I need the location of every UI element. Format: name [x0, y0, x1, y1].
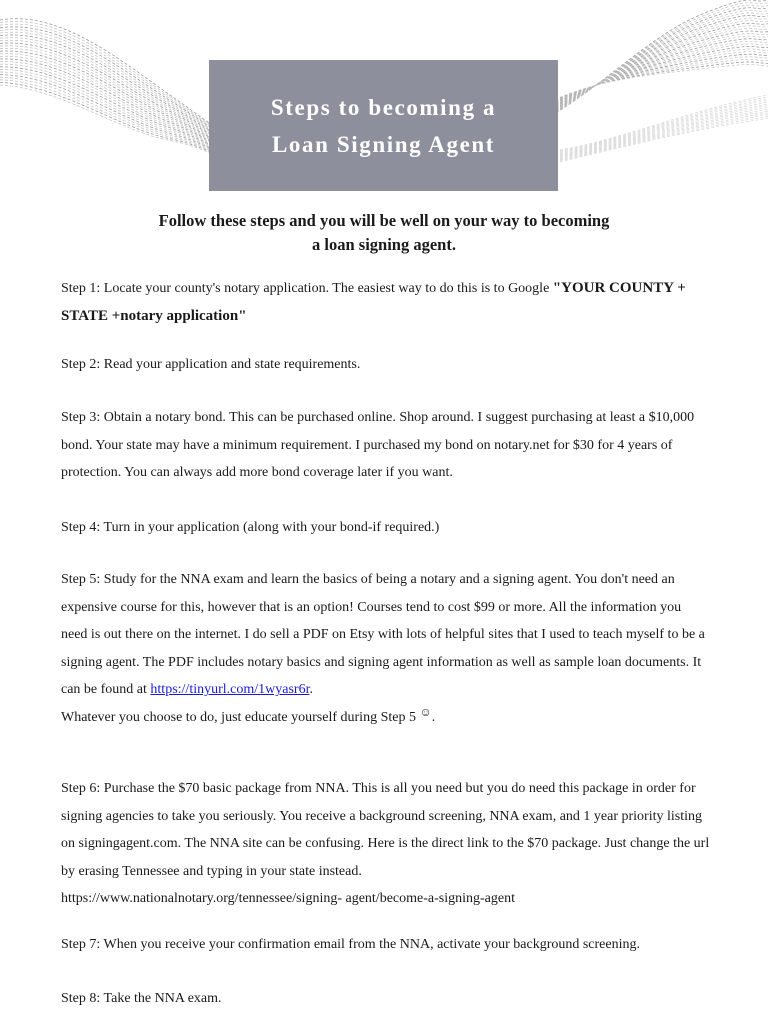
step-1-search-phrase: "YOUR COUNTY + STATE +notary application" — [61, 280, 686, 324]
title-line-2: Loan Signing Agent — [271, 131, 496, 157]
step-5-end: . — [431, 709, 436, 725]
step-8 — [61, 985, 711, 1013]
step-6 — [61, 775, 711, 913]
step-8-text: Step 8: Take the NNA exam. — [61, 991, 222, 1006]
step-3-text: Step 3: Obtain a notary bond. This can be purchased online. Shop around. I suggest purchasing at least a $10,000 bond. Your state may have a minimum requirement. I purchased my bond on notary.net for $30 for 4 years of protection. You can always add more bond coverage later if you want. — [61, 410, 695, 481]
step-4 — [61, 514, 711, 542]
step-5-period: . — [309, 682, 313, 698]
step-6-url: https://www.nationalnotary.org/tennessee/signing- agent/become-a-signing-agent — [61, 891, 515, 907]
intro-line-1: Follow these steps and you will be well on your way to becoming — [158, 211, 610, 230]
step-5-text: Step 5: Study for the NNA exam and learn the basics of being a notary and a signing agent. You don't need an expensive course for this, however that is an option! Courses tend to cost $99 or more. All the information you need is out there on the internet. I do sell a PDF on Etsy with lots of helpful sites that I used to teach myself to be a signing agent. The PDF includes notary basics and signing agent information as well as sample loan documents. It can be found at — [61, 572, 705, 698]
etsy-pdf-link[interactable]: https://tinyurl.com/1wyasr6r — [150, 682, 310, 698]
step-5 — [61, 566, 711, 732]
title-banner — [209, 60, 558, 191]
intro-text — [60, 209, 708, 257]
smiley-icon: ☺ — [419, 704, 432, 719]
title-line-1: Steps to becoming a — [270, 94, 497, 120]
step-1 — [61, 275, 711, 330]
step-7 — [61, 931, 711, 959]
step-6-text: Step 6: Purchase the $70 basic package from NNA. This is all you need but you do need this package in order for signing agencies to take you seriously. You receive a background screening, NNA exam, and 1 year priority listing on signingagent.com. The NNA site can be confusing. Here is the direct link to the $70 package. Just change the url by erasing Tennessee and typing in your state instead. — [61, 781, 710, 879]
step-2 — [61, 351, 711, 379]
intro-line-2: a loan signing agent. — [312, 235, 456, 254]
step-1-text: Step 1: Locate your county's notary application. The easiest way to do this is to Google — [61, 281, 553, 296]
step-4-text: Step 4: Turn in your application (along with your bond-if required.) — [61, 520, 440, 535]
step-3 — [61, 404, 711, 487]
step-7-text: Step 7: When you receive your confirmation email from the NNA, activate your background screening. — [61, 937, 640, 952]
step-2-text: Step 2: Read your application and state requirements. — [61, 357, 361, 372]
step-5-line-2: Whatever you choose to do, just educate yourself during Step 5 — [61, 709, 420, 725]
